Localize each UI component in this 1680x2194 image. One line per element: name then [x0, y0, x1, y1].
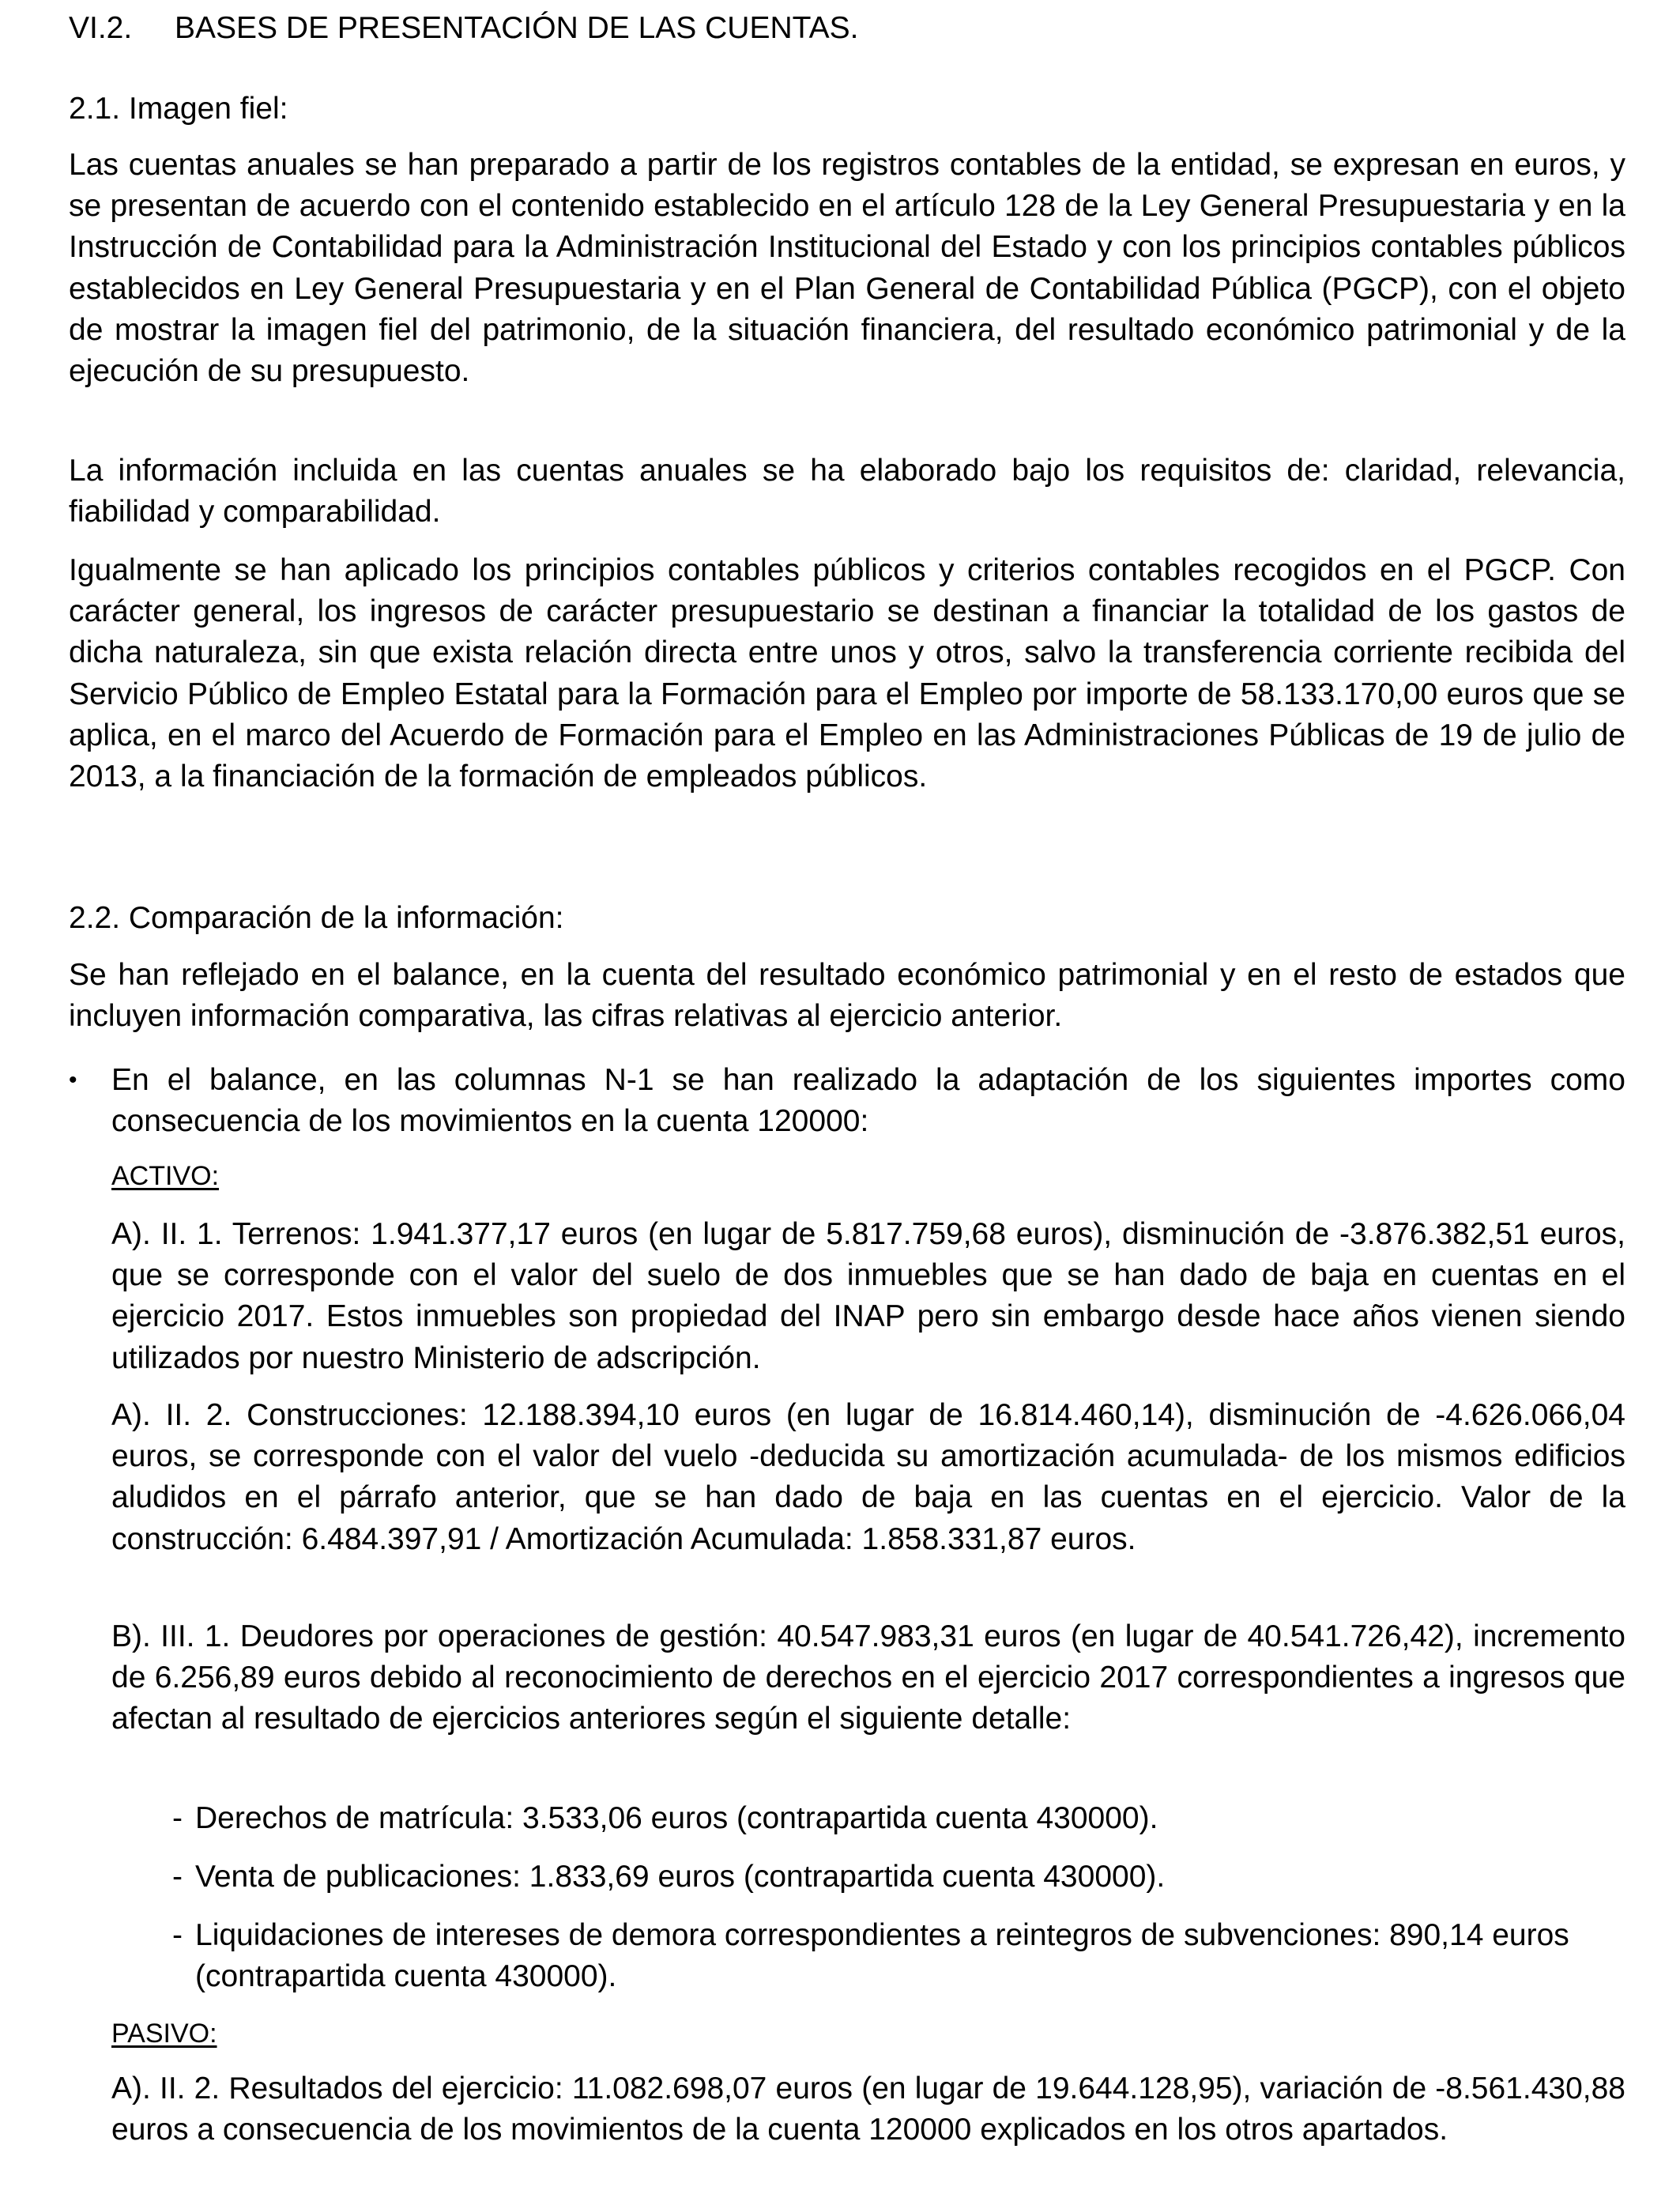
detalle-item-text: Liquidaciones de intereses de demora correspondientes a reintegros de subvenciones: 890,14 euros (contrapartida cuenta 430000). [195, 1918, 1569, 1994]
pasivo-label: PASIVO: [111, 2019, 217, 2049]
bullet-item-balance: En el balance, en las columnas N-1 se han realizado la adaptación de los siguientes importes como consecuencia de los movimientos en la cuenta 120000: [111, 1063, 1625, 1139]
paragraph-imagen-fiel-1: Las cuentas anuales se han preparado a partir de los registros contables de la entidad, se expresan en euros, y se presentan de acuerdo con el contenido establecido en el artículo 128 de la Ley General Presupuestaria y en la Instrucción de Contabilidad para la Administración Institucional del Estado y con los principios contables públicos establecidos en Ley General Presupuestaria y en el Plan General de Contabilidad Pública (PGCP), con el objeto de mostrar la imagen fiel del patrimonio, de la situación financiera, del resultado económico patrimonial y de la ejecución de su presupuesto. [69, 148, 1625, 389]
dash-marker: - [172, 1801, 183, 1835]
paragraph-activo-construcciones: A). II. 2. Construcciones: 12.188.394,10 euros (en lugar de 16.814.460,14), disminución de -4.626.066,04 euros, se corresponde con el valor del vuelo -deducida su amortización acumulada- de los mismos edificios aludidos en el párrafo anterior, que se han dado de baja en las cuentas en el ejercicio. Valor de la construcción: 6.484.397,91 / Amortización Acumulada: 1.858.331,87 euros. [111, 1398, 1625, 1556]
detalle-item [172, 1915, 1595, 1997]
paragraph-imagen-fiel-2: La información incluida en las cuentas anuales se ha elaborado bajo los requisitos de: claridad, relevancia, fiabilidad y comparabilidad. [69, 454, 1625, 530]
section-number: VI.2. [69, 11, 133, 45]
section-heading [69, 8, 858, 49]
paragraph-imagen-fiel-3: Igualmente se han aplicado los principios contables públicos y criterios contables recogidos en el PGCP. Con carácter general, los ingresos de carácter presupuestario se destinan a financiar la totalidad de los gastos de dicha naturaleza, sin que exista relación directa entre unos y otros, salvo la transferencia corriente recibida del Servicio Público de Empleo Estatal para la Formación para el Empleo por importe de 58.133.170,00 euros que se aplica, en el marco del Acuerdo de Formación para el Empleo en las Administraciones Públicas de 19 de julio de 2013, a la financiación de la formación de empleados públicos. [69, 553, 1625, 794]
paragraph-activo-terrenos: A). II. 1. Terrenos: 1.941.377,17 euros (en lugar de 5.817.759,68 euros), disminución de -3.876.382,51 euros, que se corresponde con el valor del suelo de dos inmuebles que se han dado de baja en cuentas en el ejercicio 2017. Estos inmuebles son propiedad del INAP pero sin embargo desde hace años vienen siendo utilizados por nuestro Ministerio de adscripción. [111, 1217, 1625, 1375]
detalle-item [172, 1798, 1595, 1839]
paragraph-comparacion-1: Se han reflejado en el balance, en la cuenta del resultado económico patrimonial y en el resto de estados que incluyen información comparativa, las cifras relativas al ejercicio anterior. [69, 958, 1625, 1034]
detalle-item-text: Derechos de matrícula: 3.533,06 euros (contrapartida cuenta 430000). [195, 1801, 1158, 1835]
dash-marker: - [172, 1918, 183, 1952]
subsection-heading-imagen-fiel: 2.1. Imagen fiel: [69, 92, 288, 126]
paragraph-pasivo-resultados: A). II. 2. Resultados del ejercicio: 11.082.698,07 euros (en lugar de 19.644.128,95), variación de -8.561.430,88 euros a consecuencia de los movimientos de la cuenta 120000 explicados en los otros apartados. [111, 2071, 1625, 2147]
paragraph-activo-deudores: B). III. 1. Deudores por operaciones de gestión: 40.547.983,31 euros (en lugar de 40.541.726,42), incremento de 6.256,89 euros debido al reconocimiento de derechos en el ejercicio 2017 correspondientes a ingresos que afectan al resultado de ejercicios anteriores según el siguiente detalle: [111, 1619, 1625, 1736]
bullet-marker: • [69, 1067, 77, 1093]
subsection-heading-comparacion: 2.2. Comparación de la información: [69, 901, 564, 935]
detalle-item [172, 1857, 1595, 1898]
section-title: BASES DE PRESENTACIÓN DE LAS CUENTAS. [175, 11, 859, 45]
dash-marker: - [172, 1860, 183, 1894]
detalle-item-text: Venta de publicaciones: 1.833,69 euros (contrapartida cuenta 430000). [195, 1860, 1166, 1894]
activo-label: ACTIVO: [111, 1161, 220, 1191]
